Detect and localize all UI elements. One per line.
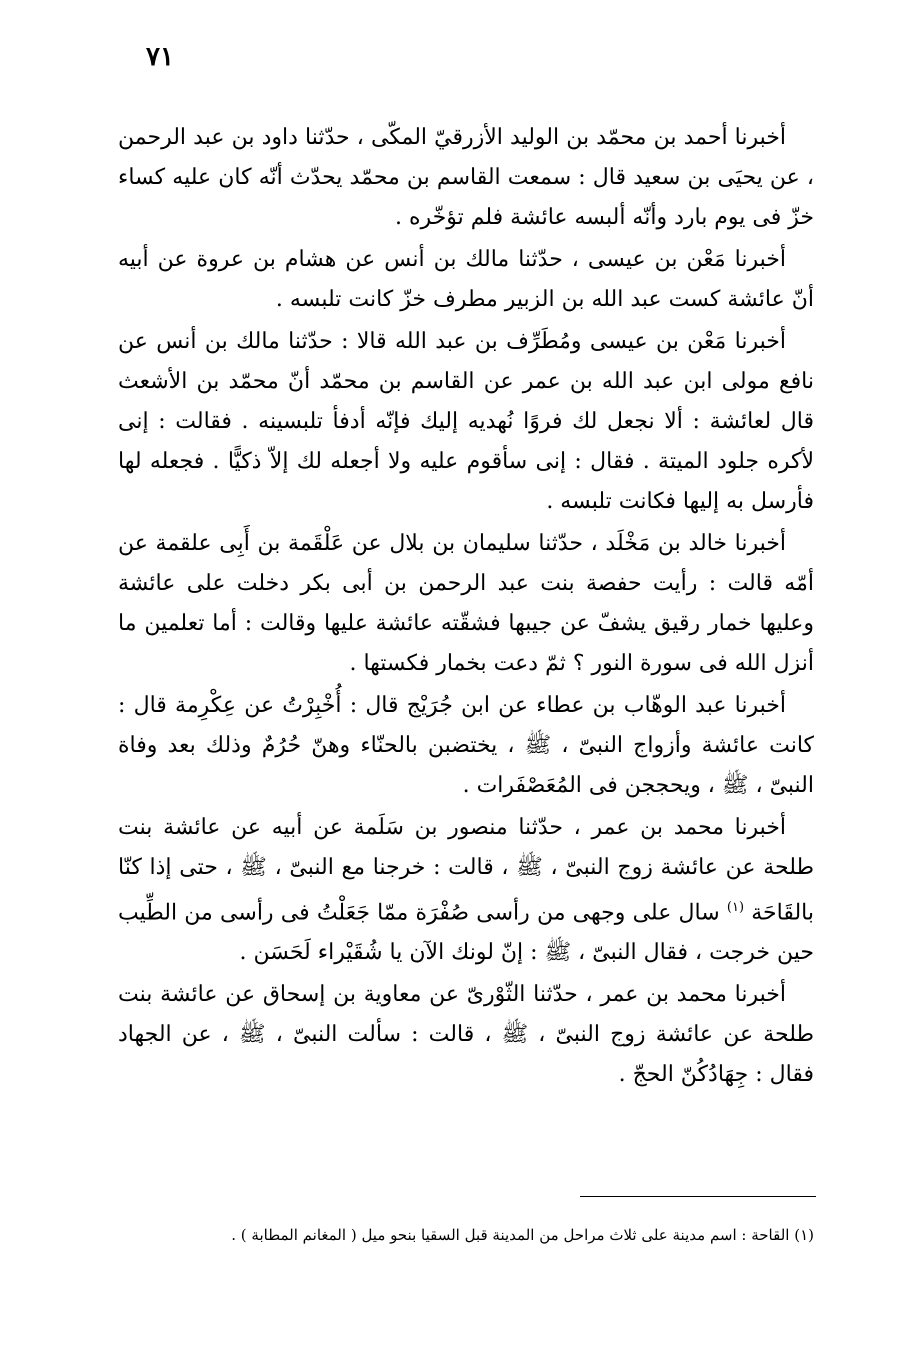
paragraph: أخبرنا مَعْن بن عيسى ومُطَرِّف بن عبد الله قالا : حدّثنا مالك بن أنس عن نافع مولى ابن عبد الله بن عمر عن القاسم بن محمّد أنّ محمّد بن الأشعث قال لعائشة : ألا نجعل لك فروًا نُهديه إليك فإنّه أدفأ تلبسينه . فقالت : إنى لأكره جلود الميتة . فقال : إنى سأقوم عليه ولا أجعله لك إلاّ ذكيًّا . فجعله لها فأرسل به إليها فكانت تلبسه . xyxy=(118,329,814,514)
footnote-divider xyxy=(580,1196,816,1197)
paragraph: أخبرنا أحمد بن محمّد بن الوليد الأزرقيّ المكّى ، حدّثنا داود بن عبد الرحمن ، عن يحيَى بن سعيد قال : سمعت القاسم بن محمّد يحدّث أنّه كان عليه كساء خزّ فى يوم بارد وأنّه ألبسه عائشة فلم تؤخّره . xyxy=(118,125,814,230)
paragraph: أخبرنا عبد الوهّاب بن عطاء عن ابن جُرَيْج قال : أُخْبِرْتُ عن عِكْرِمة قال : كانت عائشة وأزواج النبىّ ، ﷺ ، يختضبن بالحنّاء وهنّ حُرُمٌ وذلك بعد وفاة النبىّ ، ﷺ ، ويحججن فى المُعَصْفَرات . xyxy=(118,693,814,798)
paragraph-text: أخبرنا محمد بن عمر ، حدّثنا منصور بن سَلَمة عن أبيه عن عائشة بنت طلحة عن عائشة زوج النبىّ ، ﷺ ، قالت : خرجنا مع النبىّ ، ﷺ ، حتى إذا كنّا بالقَاحَة xyxy=(118,815,814,926)
footnote: (١) القاحة : اسم مدينة على ثلاث مراحل من المدينة قبل السقيا بنحو ميل ( المغانم المطابة ) . xyxy=(231,1226,814,1244)
paragraph: أخبرنا خالد بن مَخْلَد ، حدّثنا سليمان بن بلال عن عَلْقَمة بن أَبِى علقمة عن أمّه قالت : رأيت حفصة بنت عبد الرحمن بن أبى بكر دخلت على عائشة وعليها خمار رقيق يشفّ عن جيبها فشقّته عائشة عليها وقالت : أما تعلمين ما أنزل الله فى سورة النور ؟ ثمّ دعت بخمار فكستها . xyxy=(118,531,814,676)
paragraph-text-continued: سال على وجهى من رأسى صُفْرَة ممّا جَعَلْتُ فى رأسى من الطِّيب حين خرجت ، فقال النبىّ ، ﷺ : إنّ لونك الآن يا شُقَيْراء لَحَسَن . xyxy=(118,900,814,966)
page-number: ٧١ xyxy=(146,42,174,72)
main-text xyxy=(118,118,814,1097)
paragraph: أخبرنا محمد بن عمر ، حدّثنا الثّوْرىّ عن معاوية بن إسحاق عن عائشة بنت طلحة عن عائشة زوج النبىّ ، ﷺ ، قالت : سألت النبىّ ، ﷺ ، عن الجهاد فقال : جِهَادُكُنّ الحجّ . xyxy=(118,982,814,1088)
paragraph: أخبرنا مَعْن بن عيسى ، حدّثنا مالك بن أنس عن هشام بن عروة عن أبيه أنّ عائشة كست عبد الله بن الزبير مطرف خزّ كانت تلبسه . xyxy=(118,247,814,312)
paragraph xyxy=(118,808,814,973)
footnote-marker[interactable]: (١) xyxy=(726,900,745,915)
